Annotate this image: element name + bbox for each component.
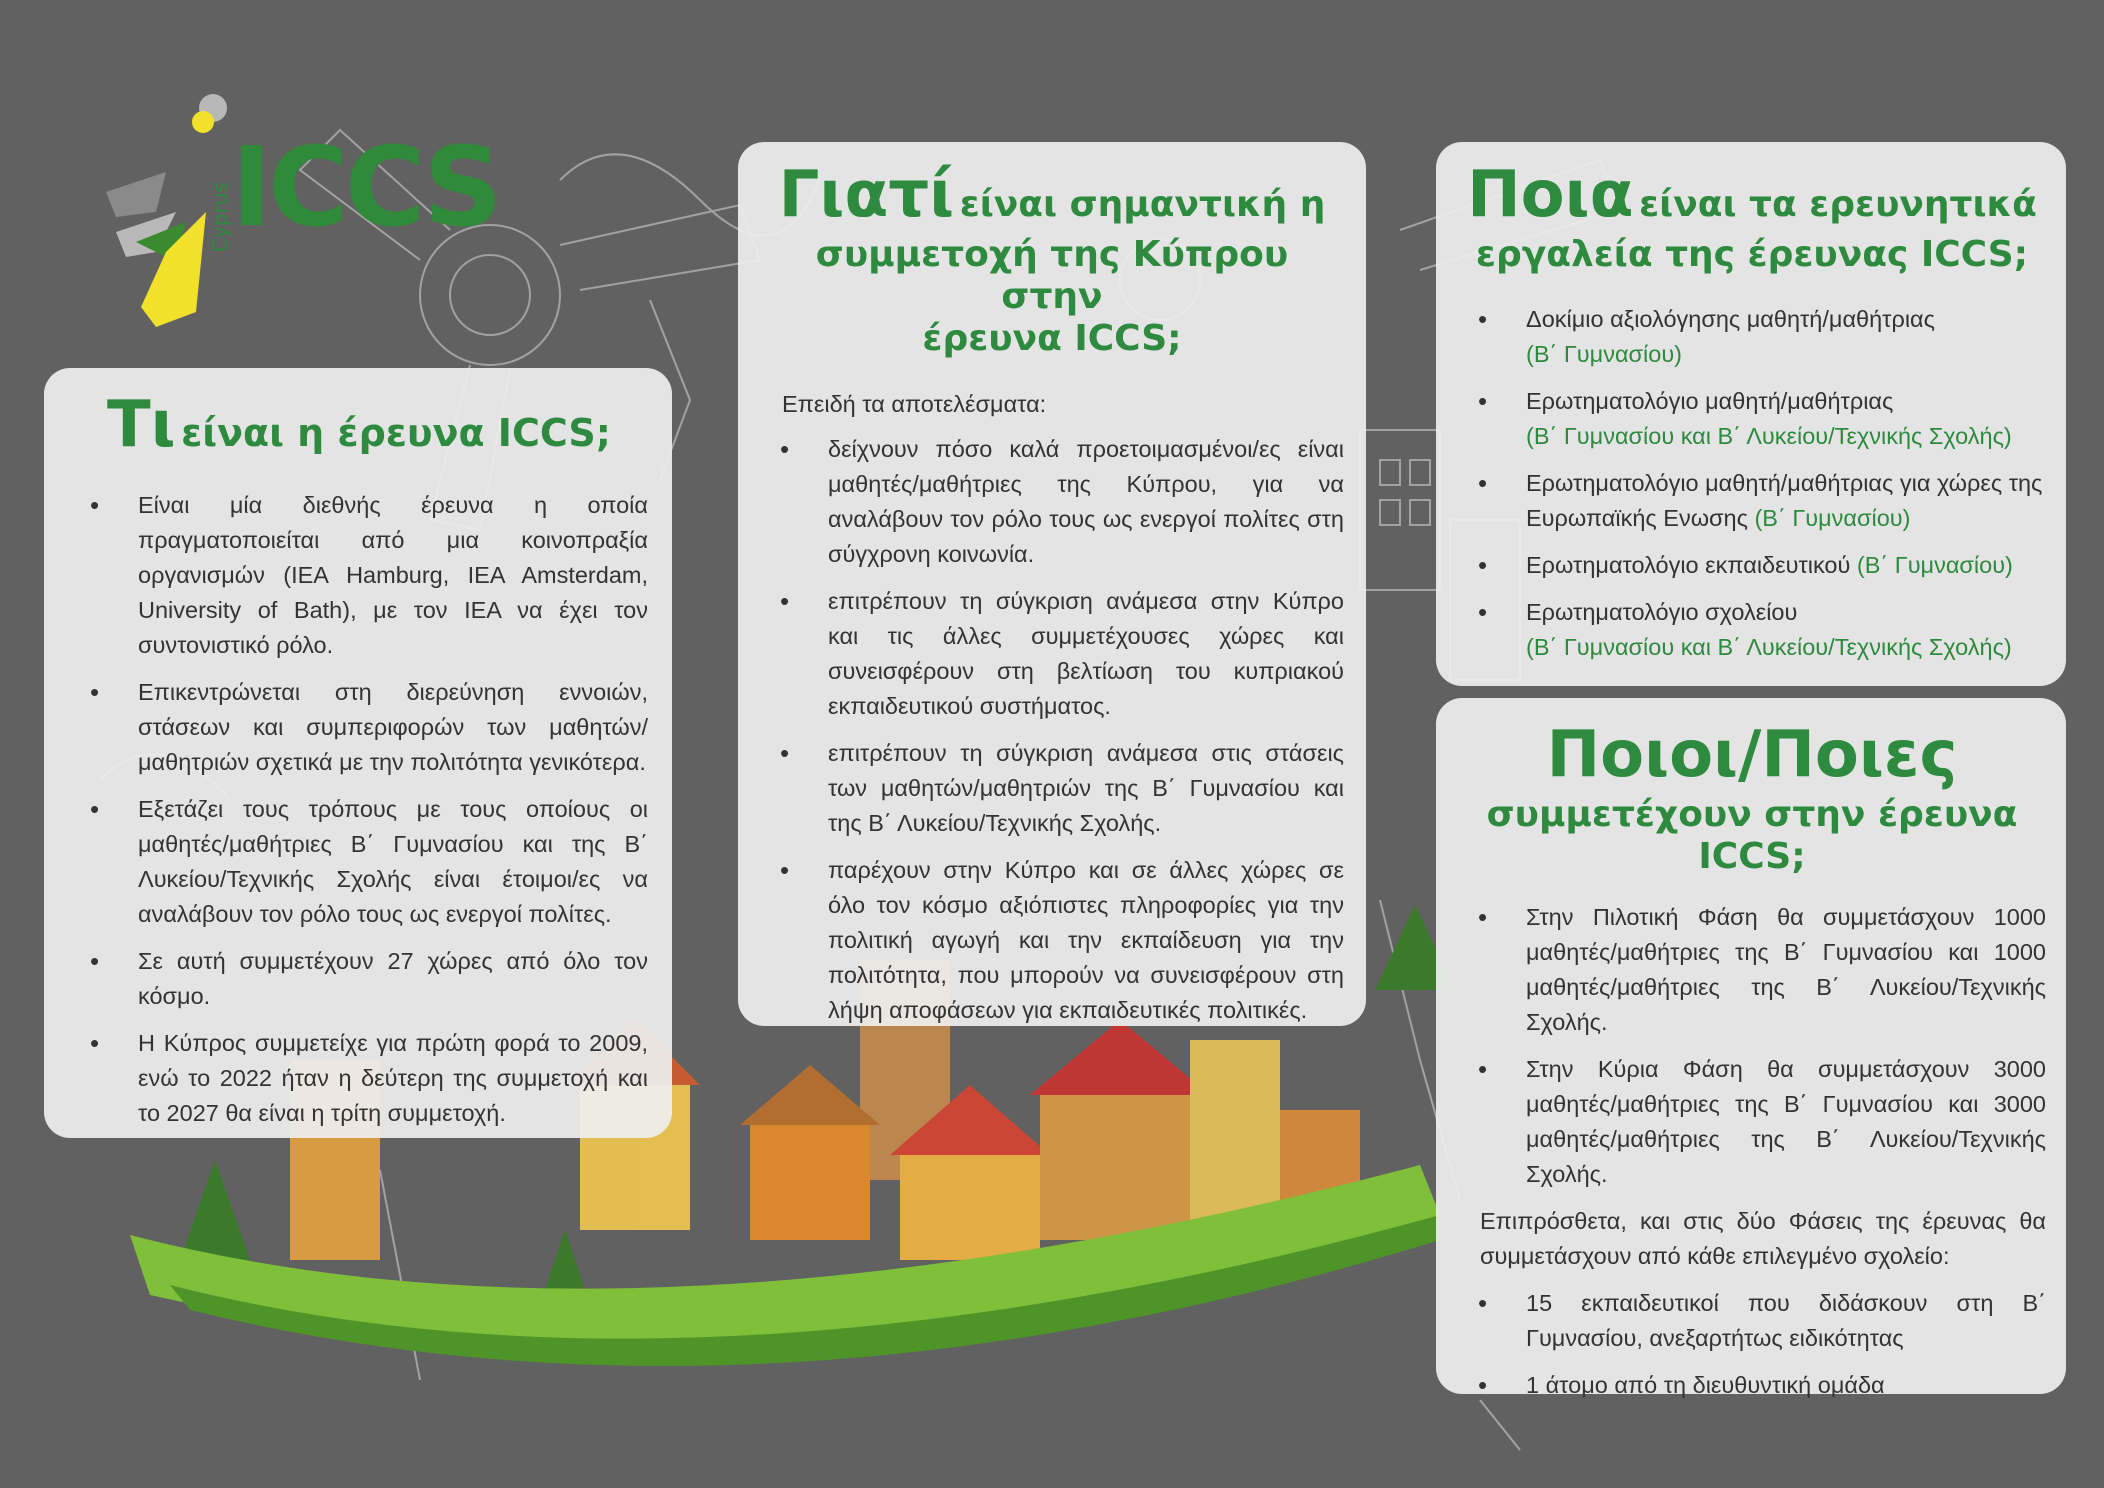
panel2-intro: Επειδή τα αποτελέσματα: <box>782 390 1047 417</box>
list-item: • Ερωτηματολόγιο εκπαιδευτικού (Β΄ Γυμνασίου) <box>1458 548 2046 583</box>
panel4-list2 <box>1458 1286 2046 1403</box>
list-item: • 15 εκπαιδευτικοί που διδάσκουν στη Β΄ Γυμνασίου, ανεξαρτήτως ειδικότητας <box>1458 1286 2046 1356</box>
list-item: • επιτρέπουν τη σύγκριση ανάμεσα στις στάσεις των μαθητών/μαθητριών της Β΄ Γυμνασίου και της Β΄ Λυκείου/Τεχνικής Σχολής. <box>760 736 1344 841</box>
list-item: • Σε αυτή συμμετέχουν 27 χώρες από όλο τον κόσμο. <box>70 944 648 1014</box>
panel2-list <box>760 432 1344 1028</box>
panel1-title: Τι είναι η έρευνα ICCS; <box>106 388 611 462</box>
list-item: • Εξετάζει τους τρόπους με τους οποίους οι μαθητές/μαθήτριες Β΄ Γυμνασίου και της Β΄ Λυκείου/Τεχνικής Σχολής είναι έτοιμοι/ες να αναλάβουν τον ρόλο τους ως ενεργοί πολίτες. <box>70 792 648 932</box>
panel4-title: Ποιοι/Ποιες συμμετέχουν στην έρευνα ICCS; <box>1486 718 2018 877</box>
logo-sub-text: Cyprus <box>208 182 232 252</box>
panel4-list <box>1458 900 2046 1192</box>
list-item: • Είναι μία διεθνής έρευνα η οποία πραγματοποιείται από μια κοινοπραξία οργανισμών (IEA Hamburg, IEA Amsterdam, University of Bath), με τον IEA να έχει τον συντονιστικό ρόλο. <box>70 488 648 663</box>
panel1-list <box>70 488 648 1131</box>
list-item: • παρέχουν στην Κύπρο και σε άλλες χώρες σε όλο τον κόσμο αξιόπιστες πληροφορίες για την πολιτική αγωγή και την εκπαίδευση για την πολιτότητα, που μπορούν να συνεισφέρουν στη λήψη αποφάσεων για εκπαιδευτικές πολιτικές. <box>760 853 1344 1028</box>
panel4-extra: Επιπρόσθετα, και στις δύο Φάσεις της έρευνας θα συμμετάσχουν από κάθε επιλεγμένο σχολείο: <box>1480 1208 2046 1270</box>
list-item: • δείχνουν πόσο καλά προετοιμασμένοι/ες είναι μαθητές/μαθήτριες της Κύπρου, για να αναλάβουν τον ρόλο τους ως ενεργοί πολίτες στη σύγχρονη κοινωνία. <box>760 432 1344 572</box>
list-item: • Ερωτηματολόγιο μαθητή/μαθήτριας για χώρες της Ευρωπαϊκής Ενωσης (Β΄ Γυμνασίου) <box>1458 466 2046 536</box>
list-item: • επιτρέπουν τη σύγκριση ανάμεσα στην Κύπρο και τις άλλες συμμετέχουσες χώρες και συνεισφέρουν στη βελτίωση του κυπριακού εκπαιδευτικού συστήματος. <box>760 584 1344 724</box>
panel2-title: Γιατί είναι σημαντική η συμμετοχή της Κύπρου στην έρευνα ICCS; <box>778 158 1326 360</box>
logo <box>96 92 499 332</box>
list-item: • Ερωτηματολόγιο σχολείου (Β΄ Γυμνασίου και Β΄ Λυκείου/Τεχνικής Σχολής) <box>1458 595 2046 665</box>
list-item: • Στην Πιλοτική Φάση θα συμμετάσχουν 1000 μαθητές/μαθήτριες της Β΄ Γυμνασίου και 1000 μαθητές/μαθήτριες της Β΄ Λυκείου/Τεχνικής Σχολής. <box>1458 900 2046 1040</box>
list-item: • 1 άτομο από τη διευθυντική ομάδα <box>1458 1368 2046 1403</box>
panel-research-tools <box>1436 142 2066 686</box>
list-item: • Η Κύπρος συμμετείχε για πρώτη φορά το 2009, ενώ το 2022 ήταν η δεύτερη της συμμετοχή και το 2027 θα είναι η τρίτη συμμετοχή. <box>70 1026 648 1131</box>
panel-why-important <box>738 142 1366 1026</box>
panel-who-participates <box>1436 698 2066 1399</box>
panel-what-is-iccs <box>44 368 672 1138</box>
list-item: • Δοκίμιο αξιολόγησης μαθητή/μαθήτριας (Β΄ Γυμνασίου) <box>1458 302 2046 372</box>
list-item: • Επικεντρώνεται στη διερεύνηση εννοιών, στάσεων και συμπεριφορών των μαθητών/μαθητριών σχετικά με την πολιτότητα γενικότερα. <box>70 675 648 780</box>
logo-main-text: ICCS <box>231 123 499 251</box>
list-item: • Στην Κύρια Φάση θα συμμετάσχουν 3000 μαθητές/μαθήτριες της Β΄ Γυμνασίου και 3000 μαθητές/μαθήτριες της Β΄ Λυκείου/Τεχνικής Σχολής. <box>1458 1052 2046 1192</box>
panel3-title: Ποια είναι τα ερευνητικά εργαλεία της έρευνας ICCS; <box>1467 158 2037 275</box>
list-item: • Ερωτηματολόγιο μαθητή/μαθήτριας (Β΄ Γυμνασίου και Β΄ Λυκείου/Τεχνικής Σχολής) <box>1458 384 2046 454</box>
panel3-list <box>1458 302 2046 665</box>
